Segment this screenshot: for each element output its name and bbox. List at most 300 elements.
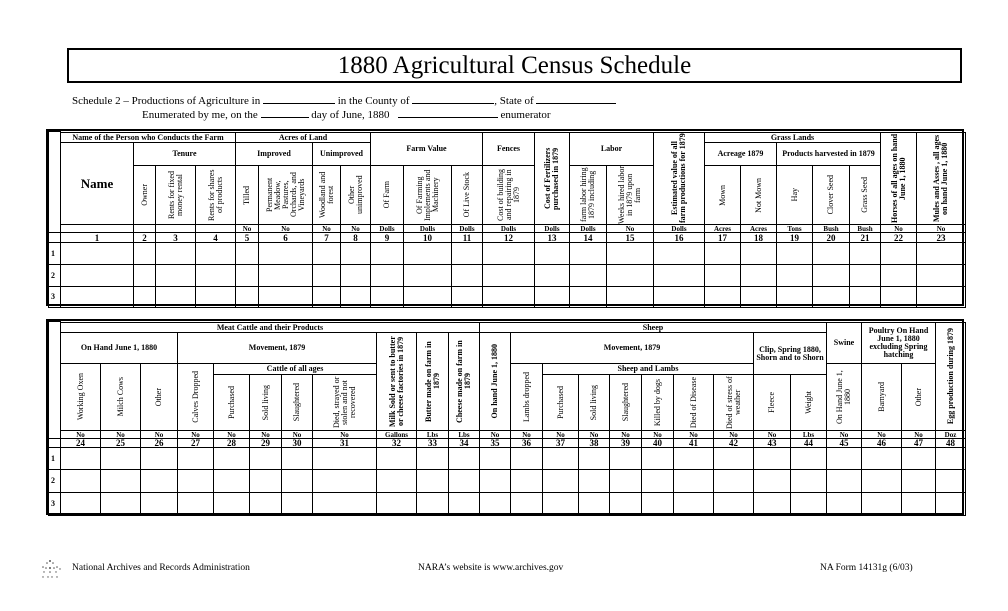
header-horses-of-all-ages-on-hand-june-1-1880 bbox=[880, 132, 917, 225]
header-calves-dropped-label: Calves Dropped bbox=[190, 371, 200, 423]
entry-row-3-col-19[interactable] bbox=[776, 286, 813, 308]
entry-row-1-col-18[interactable] bbox=[740, 242, 777, 265]
entry-row-2-col-1[interactable] bbox=[60, 264, 134, 287]
entry-row-2-col-14[interactable] bbox=[569, 264, 607, 287]
entry-row-2-col-18[interactable] bbox=[740, 264, 777, 287]
header-other-label: Other bbox=[154, 387, 163, 407]
entry-row-2-col-11[interactable] bbox=[451, 264, 483, 287]
unit-col-44: Lbs bbox=[790, 430, 827, 439]
header-grass-seed-label: Grass Seed bbox=[860, 177, 869, 213]
entry-row-3-col-46[interactable] bbox=[861, 492, 902, 516]
column-number-41: 41 bbox=[673, 438, 714, 448]
entry-row-2-col-29[interactable] bbox=[249, 469, 282, 493]
entry-row-2-col-12[interactable] bbox=[482, 264, 535, 287]
column-number-18: 18 bbox=[740, 232, 777, 243]
unit-col-22: No bbox=[880, 224, 917, 233]
enumerator-label: enumerator bbox=[500, 109, 551, 121]
header-improved: Improved bbox=[235, 142, 313, 166]
entry-row-3-col-21[interactable] bbox=[849, 286, 881, 308]
entry-row-1-col-25[interactable] bbox=[100, 447, 141, 470]
header-butter-made-on-farm-in-1879 bbox=[416, 332, 449, 431]
entry-row-1-col-1[interactable] bbox=[60, 242, 134, 265]
header-acres-of-land: Acres of Land bbox=[235, 132, 371, 143]
entry-row-1-col-11[interactable] bbox=[451, 242, 483, 265]
entry-row-1-col-39[interactable] bbox=[609, 447, 642, 470]
header-weeks-hired-labor-in-1879-upon-farm bbox=[606, 165, 654, 225]
header-of-farm bbox=[370, 165, 404, 225]
header-horses-of-all-ages-on-hand-june-1-1880-label: Horses of all ages on hand June 1, 1880 bbox=[889, 133, 907, 224]
header-cheese-made-on-farm-in-1879-label: Cheese made on farm in 1879 bbox=[455, 340, 472, 423]
header-rents-for-shares-of-products-label: Rents for shares of products bbox=[206, 169, 224, 221]
header-other-label: Other bbox=[913, 387, 923, 407]
unit-col-8: No bbox=[340, 224, 371, 233]
entry-row-3-col-24[interactable] bbox=[60, 492, 101, 516]
county-field[interactable] bbox=[412, 92, 494, 104]
header-purchased bbox=[213, 374, 250, 431]
entry-row-1-col-48[interactable] bbox=[935, 447, 966, 470]
entry-row-2-col-47[interactable] bbox=[901, 469, 936, 493]
nara-eagle-logo-icon bbox=[38, 558, 62, 580]
entry-row-2-col-37[interactable] bbox=[542, 469, 579, 493]
header-of-live-stock bbox=[451, 165, 483, 225]
entry-row-1-col-41[interactable] bbox=[673, 447, 714, 470]
entry-row-2-col-19[interactable] bbox=[776, 264, 813, 287]
entry-row-1-col-42[interactable] bbox=[713, 447, 754, 470]
entry-row-1-col-29[interactable] bbox=[249, 447, 282, 470]
entry-row-3-col-25[interactable] bbox=[100, 492, 141, 516]
header-cost-of-building-and-repairing-in-1879-label: Cost of building and repairing in 1879 bbox=[495, 169, 521, 222]
entry-row-3-col-35[interactable] bbox=[479, 492, 511, 516]
unit-col-29: No bbox=[249, 430, 282, 439]
header-slaughtered-label: Slaughtered bbox=[292, 383, 301, 422]
schedule-prefix: Schedule 2 – Productions of Agriculture in bbox=[72, 95, 261, 107]
entry-row-1-col-40[interactable] bbox=[641, 447, 674, 470]
entry-row-1-col-32[interactable] bbox=[376, 447, 417, 470]
header-working-oxen-label: Working Oxen bbox=[75, 373, 85, 421]
entry-row-2-col-36[interactable] bbox=[510, 469, 543, 493]
column-number-28: 28 bbox=[213, 438, 250, 448]
header-cost-of-fertilizers-purchased-in-1879 bbox=[534, 132, 570, 225]
unit-col-30: No bbox=[281, 430, 313, 439]
entry-row-2-col-15[interactable] bbox=[606, 264, 654, 287]
entry-row-3-col-44[interactable] bbox=[790, 492, 827, 516]
unit-col-20: Bush bbox=[812, 224, 850, 233]
entry-row-1-col-24[interactable] bbox=[60, 447, 101, 470]
entry-row-2-col-34[interactable] bbox=[448, 469, 480, 493]
header-weeks-hired-labor-in-1879-upon-farm-label: Weeks hired labor in 1879 upon farm bbox=[617, 166, 642, 224]
entry-row-1-col-47[interactable] bbox=[901, 447, 936, 470]
column-number-3: 3 bbox=[155, 232, 196, 243]
entry-row-3-col-5[interactable] bbox=[235, 286, 259, 308]
row-number: 2 bbox=[48, 469, 61, 493]
header-died-of-disease-label: Died of Disease bbox=[688, 376, 698, 429]
entry-row-3-col-42[interactable] bbox=[713, 492, 754, 516]
entry-row-3-col-38[interactable] bbox=[578, 492, 610, 516]
header-movement-1879: Movement, 1879 bbox=[510, 332, 754, 364]
unit-col-31: No bbox=[312, 430, 377, 439]
header-acreage-1879: Acreage 1879 bbox=[704, 142, 777, 166]
entry-row-2-col-4[interactable] bbox=[195, 264, 236, 287]
entry-row-3-col-16[interactable] bbox=[653, 286, 705, 308]
entry-row-1-col-17[interactable] bbox=[704, 242, 741, 265]
entry-row-2-col-2[interactable] bbox=[133, 264, 156, 287]
place-field[interactable] bbox=[263, 92, 335, 104]
column-number-16: 16 bbox=[653, 232, 705, 243]
header-butter-made-on-farm-in-1879-label: Butter made on farm in 1879 bbox=[423, 341, 441, 422]
entry-row-2-col-21[interactable] bbox=[849, 264, 881, 287]
entry-row-3-col-40[interactable] bbox=[641, 492, 674, 516]
unit-col-34: Lbs bbox=[448, 430, 480, 439]
entry-row-1-col-28[interactable] bbox=[213, 447, 250, 470]
entry-row-2-col-48[interactable] bbox=[935, 469, 966, 493]
unit-col-24: No bbox=[60, 430, 101, 439]
entry-row-3-col-27[interactable] bbox=[177, 492, 214, 516]
header-grass-lands: Grass Lands bbox=[704, 132, 881, 143]
entry-row-2-col-3[interactable] bbox=[155, 264, 196, 287]
entry-row-1-col-22[interactable] bbox=[880, 242, 917, 265]
entry-row-2-col-41[interactable] bbox=[673, 469, 714, 493]
column-number-25: 25 bbox=[100, 438, 141, 448]
column-number-27: 27 bbox=[177, 438, 214, 448]
header-milch-cows-label: Milch Cows bbox=[115, 377, 125, 417]
column-number-31: 31 bbox=[312, 438, 377, 448]
header-died-of-stress-of-weather bbox=[713, 374, 754, 431]
entry-row-3-col-4[interactable] bbox=[195, 286, 236, 308]
header-other bbox=[140, 363, 178, 431]
entry-row-2-col-23[interactable] bbox=[916, 264, 966, 287]
header-purchased-label: Purchased bbox=[226, 386, 236, 419]
header-milch-cows bbox=[100, 363, 141, 431]
header-on-hand-june-1-1880 bbox=[826, 363, 862, 431]
entry-row-1-col-27[interactable] bbox=[177, 447, 214, 470]
header-mown bbox=[704, 165, 741, 225]
unit-col-27: No bbox=[177, 430, 214, 439]
header-not-mown-label: Not Mown bbox=[753, 177, 763, 213]
entry-row-2-col-22[interactable] bbox=[880, 264, 917, 287]
unit-col-36: No bbox=[510, 430, 543, 439]
header-other-unimproved-label: Other unimproved bbox=[346, 175, 364, 215]
column-number-48: 48 bbox=[935, 438, 966, 448]
entry-row-2-col-6[interactable] bbox=[258, 264, 313, 287]
header-calves-dropped bbox=[177, 363, 214, 431]
header-milk-sold-or-sent-to-butter-or-cheese-fa bbox=[376, 332, 417, 431]
entry-row-3-col-18[interactable] bbox=[740, 286, 777, 308]
entry-row-2-col-38[interactable] bbox=[578, 469, 610, 493]
unit-col-39: No bbox=[609, 430, 642, 439]
entry-row-3-col-2[interactable] bbox=[133, 286, 156, 308]
entry-row-2-col-5[interactable] bbox=[235, 264, 259, 287]
header-egg-production-during-1879-label: Egg production during 1879 bbox=[945, 328, 955, 425]
header-tilled-label: Tilled bbox=[242, 185, 251, 205]
column-number-21: 21 bbox=[849, 232, 881, 243]
header-cheese-made-on-farm-in-1879 bbox=[448, 332, 480, 431]
entry-row-2-col-45[interactable] bbox=[826, 469, 862, 493]
header-on-hand-june-1-1880-label: On Hand June 1, 1880 bbox=[835, 370, 852, 424]
entry-row-3-col-28[interactable] bbox=[213, 492, 250, 516]
header-cost-of-building-and-repairing-in-1879 bbox=[482, 165, 535, 225]
entry-row-2-col-9[interactable] bbox=[370, 264, 404, 287]
header-weight bbox=[790, 374, 827, 431]
entry-row-2-col-8[interactable] bbox=[340, 264, 371, 287]
column-number-40: 40 bbox=[641, 438, 674, 448]
entry-row-2-col-27[interactable] bbox=[177, 469, 214, 493]
entry-row-3-col-30[interactable] bbox=[281, 492, 313, 516]
header-clover-seed-label: Clover Seed bbox=[826, 175, 835, 215]
header-mown-label: Mown bbox=[717, 184, 727, 206]
entry-row-1-col-13[interactable] bbox=[534, 242, 570, 265]
column-number-44: 44 bbox=[790, 438, 827, 448]
column-number-19: 19 bbox=[776, 232, 813, 243]
header-unimproved: Unimproved bbox=[312, 142, 371, 166]
entry-row-2-col-43[interactable] bbox=[753, 469, 791, 493]
unit-col-40: No bbox=[641, 430, 674, 439]
header-movement-1879: Movement, 1879 bbox=[177, 332, 377, 364]
entry-row-1-col-12[interactable] bbox=[482, 242, 535, 265]
header-swine: Swine bbox=[826, 322, 862, 364]
entry-row-3-col-12[interactable] bbox=[482, 286, 535, 308]
header-on-hand-june-1-1880 bbox=[479, 332, 511, 431]
entry-row-2-col-44[interactable] bbox=[790, 469, 827, 493]
unit-col-13: Dolls bbox=[534, 224, 570, 233]
entry-row-3-col-23[interactable] bbox=[916, 286, 966, 308]
entry-row-1-col-23[interactable] bbox=[916, 242, 966, 265]
column-number-1: 1 bbox=[60, 232, 134, 243]
header-cattle-of-all-ages: Cattle of all ages bbox=[213, 363, 377, 375]
column-number-32: 32 bbox=[376, 438, 417, 448]
column-number-37: 37 bbox=[542, 438, 579, 448]
entry-row-3-col-45[interactable] bbox=[826, 492, 862, 516]
column-number-29: 29 bbox=[249, 438, 282, 448]
unit-col-18: Acres bbox=[740, 224, 777, 233]
column-number-30: 30 bbox=[281, 438, 313, 448]
entry-row-1-col-43[interactable] bbox=[753, 447, 791, 470]
entry-row-1-col-44[interactable] bbox=[790, 447, 827, 470]
header-sold-living-label: Sold living bbox=[260, 384, 270, 421]
entry-row-2-col-24[interactable] bbox=[60, 469, 101, 493]
entry-row-3-col-34[interactable] bbox=[448, 492, 480, 516]
entry-row-2-col-30[interactable] bbox=[281, 469, 313, 493]
entry-row-3-col-48[interactable] bbox=[935, 492, 966, 516]
column-number-5: 5 bbox=[235, 232, 259, 243]
entry-row-2-col-46[interactable] bbox=[861, 469, 902, 493]
entry-row-1-col-16[interactable] bbox=[653, 242, 705, 265]
entry-row-1-col-19[interactable] bbox=[776, 242, 813, 265]
enumerator-field[interactable] bbox=[398, 106, 498, 118]
entry-row-2-col-17[interactable] bbox=[704, 264, 741, 287]
entry-row-2-col-32[interactable] bbox=[376, 469, 417, 493]
header-slaughtered bbox=[609, 374, 642, 431]
day-label: day of June, 1880 bbox=[311, 109, 390, 121]
entry-row-1-col-33[interactable] bbox=[416, 447, 449, 470]
entry-row-3-col-26[interactable] bbox=[140, 492, 178, 516]
entry-row-3-col-32[interactable] bbox=[376, 492, 417, 516]
entry-row-2-col-25[interactable] bbox=[100, 469, 141, 493]
header-sold-living bbox=[578, 374, 610, 431]
column-number-13: 13 bbox=[534, 232, 570, 243]
column-number-24: 24 bbox=[60, 438, 101, 448]
unit-col-7: No bbox=[312, 224, 341, 233]
entry-row-1-col-26[interactable] bbox=[140, 447, 178, 470]
entry-row-3-col-14[interactable] bbox=[569, 286, 607, 308]
column-number-38: 38 bbox=[578, 438, 610, 448]
entry-row-1-col-38[interactable] bbox=[578, 447, 610, 470]
header-woodland-and-forest-label: Woodland and forest bbox=[317, 171, 335, 219]
entry-row-3-col-33[interactable] bbox=[416, 492, 449, 516]
entry-row-2-col-42[interactable] bbox=[713, 469, 754, 493]
entry-row-1-col-21[interactable] bbox=[849, 242, 881, 265]
header-fleece bbox=[753, 374, 791, 431]
entry-row-3-col-1[interactable] bbox=[60, 286, 134, 308]
entry-row-2-col-35[interactable] bbox=[479, 469, 511, 493]
entry-row-2-col-26[interactable] bbox=[140, 469, 178, 493]
entry-row-2-col-16[interactable] bbox=[653, 264, 705, 287]
entry-row-1-col-35[interactable] bbox=[479, 447, 511, 470]
header-name: Name bbox=[60, 142, 134, 225]
column-number-10: 10 bbox=[403, 232, 452, 243]
entry-row-1-col-3[interactable] bbox=[155, 242, 196, 265]
entry-row-2-col-10[interactable] bbox=[403, 264, 452, 287]
entry-row-1-col-2[interactable] bbox=[133, 242, 156, 265]
entry-row-3-col-39[interactable] bbox=[609, 492, 642, 516]
entry-row-2-col-39[interactable] bbox=[609, 469, 642, 493]
header-clover-seed bbox=[812, 165, 850, 225]
entry-row-1-col-6[interactable] bbox=[258, 242, 313, 265]
unit-col-26: No bbox=[140, 430, 178, 439]
unit-col-28: No bbox=[213, 430, 250, 439]
entry-row-1-col-46[interactable] bbox=[861, 447, 902, 470]
entry-row-3-col-41[interactable] bbox=[673, 492, 714, 516]
entry-row-1-col-20[interactable] bbox=[812, 242, 850, 265]
column-number-36: 36 bbox=[510, 438, 543, 448]
header-died-of-disease bbox=[673, 374, 714, 431]
header-poultry-on-hand-june-1-1880-excluding-sp: Poultry On Hand June 1, 1880 excluding Spring hatching bbox=[861, 322, 936, 364]
unit-col-14: Dolls bbox=[569, 224, 607, 233]
header-mules-and-asses-all-ages-on-hand-june-1--label: Mules and Asses , all ages on hand June 1, 1880 bbox=[932, 134, 949, 223]
entry-row-2-col-7[interactable] bbox=[312, 264, 341, 287]
column-number-26: 26 bbox=[140, 438, 178, 448]
unit-col-9: Dolls bbox=[370, 224, 404, 233]
column-number-15: 15 bbox=[606, 232, 654, 243]
header-meat-cattle-and-their-products: Meat Cattle and their Products bbox=[60, 322, 480, 333]
unit-col-46: No bbox=[861, 430, 902, 439]
entry-row-2-col-33[interactable] bbox=[416, 469, 449, 493]
entry-row-3-col-9[interactable] bbox=[370, 286, 404, 308]
header-barnyard bbox=[861, 363, 902, 431]
column-number-8: 8 bbox=[340, 232, 371, 243]
entry-row-3-col-47[interactable] bbox=[901, 492, 936, 516]
entry-row-3-col-10[interactable] bbox=[403, 286, 452, 308]
header-other bbox=[901, 363, 936, 431]
unit-col-5: No bbox=[235, 224, 259, 233]
column-number-43: 43 bbox=[753, 438, 791, 448]
column-number-35: 35 bbox=[479, 438, 511, 448]
entry-row-2-col-31[interactable] bbox=[312, 469, 377, 493]
entry-row-3-col-22[interactable] bbox=[880, 286, 917, 308]
entry-row-1-col-9[interactable] bbox=[370, 242, 404, 265]
entry-row-3-col-3[interactable] bbox=[155, 286, 196, 308]
unit-col-37: No bbox=[542, 430, 579, 439]
unit-col-43: No bbox=[753, 430, 791, 439]
entry-row-3-col-13[interactable] bbox=[534, 286, 570, 308]
entry-row-3-col-37[interactable] bbox=[542, 492, 579, 516]
entry-row-1-col-36[interactable] bbox=[510, 447, 543, 470]
header-of-farming-implements-and-machinery-label: Of Farming Implements and Machinery bbox=[414, 169, 440, 221]
header-purchased bbox=[542, 374, 579, 431]
header-grass-seed bbox=[849, 165, 881, 225]
entry-row-3-col-8[interactable] bbox=[340, 286, 371, 308]
entry-row-1-col-31[interactable] bbox=[312, 447, 377, 470]
header-hay-label: Hay bbox=[789, 188, 799, 202]
entry-row-1-col-15[interactable] bbox=[606, 242, 654, 265]
entry-row-1-col-5[interactable] bbox=[235, 242, 259, 265]
entry-row-3-col-11[interactable] bbox=[451, 286, 483, 308]
entry-row-3-col-6[interactable] bbox=[258, 286, 313, 308]
entry-row-2-col-20[interactable] bbox=[812, 264, 850, 287]
header-rents-for-shares-of-products bbox=[195, 165, 236, 225]
row-number: 2 bbox=[48, 264, 61, 287]
entry-row-1-col-7[interactable] bbox=[312, 242, 341, 265]
header-other-unimproved bbox=[340, 165, 371, 225]
state-field[interactable] bbox=[536, 92, 616, 104]
row-number: 3 bbox=[48, 286, 61, 308]
row-number: 1 bbox=[48, 447, 61, 470]
header-working-oxen bbox=[60, 363, 101, 431]
enumerated-label: Enumerated by me, on the bbox=[142, 109, 258, 121]
column-number-47: 47 bbox=[901, 438, 936, 448]
entry-row-1-col-4[interactable] bbox=[195, 242, 236, 265]
header-sheep-and-lambs: Sheep and Lambs bbox=[542, 363, 754, 375]
unit-col-42: No bbox=[713, 430, 754, 439]
entry-row-1-col-34[interactable] bbox=[448, 447, 480, 470]
entry-row-3-col-20[interactable] bbox=[812, 286, 850, 308]
entry-row-1-col-8[interactable] bbox=[340, 242, 371, 265]
header-estimated-value-of-all-farm-productions- bbox=[653, 132, 705, 225]
footer-org: National Archives and Records Administration bbox=[72, 563, 250, 573]
entry-row-1-col-14[interactable] bbox=[569, 242, 607, 265]
entry-row-3-col-7[interactable] bbox=[312, 286, 341, 308]
unit-col-16: Dolls bbox=[653, 224, 705, 233]
column-number-6: 6 bbox=[258, 232, 313, 243]
header-labor: Labor bbox=[569, 132, 654, 166]
header-of-live-stock-label: Of Live Stock bbox=[462, 172, 471, 218]
entry-row-3-col-43[interactable] bbox=[753, 492, 791, 516]
entry-row-1-col-37[interactable] bbox=[542, 447, 579, 470]
entry-row-3-col-17[interactable] bbox=[704, 286, 741, 308]
column-number-9: 9 bbox=[370, 232, 404, 243]
entry-row-1-col-45[interactable] bbox=[826, 447, 862, 470]
column-number-11: 11 bbox=[451, 232, 483, 243]
entry-row-1-col-30[interactable] bbox=[281, 447, 313, 470]
header-fences: Fences bbox=[482, 132, 535, 166]
column-number-34: 34 bbox=[448, 438, 480, 448]
unit-col-35: No bbox=[479, 430, 511, 439]
header-slaughtered-label: Slaughtered bbox=[620, 383, 630, 422]
entry-row-3-col-15[interactable] bbox=[606, 286, 654, 308]
entry-row-1-col-10[interactable] bbox=[403, 242, 452, 265]
unit-col-19: Tons bbox=[776, 224, 813, 233]
header-on-hand-june-1-1880-label: On hand June 1, 1880 bbox=[490, 344, 499, 419]
entry-row-3-col-36[interactable] bbox=[510, 492, 543, 516]
entry-row-2-col-28[interactable] bbox=[213, 469, 250, 493]
entry-row-3-col-31[interactable] bbox=[312, 492, 377, 516]
row-number: 3 bbox=[48, 492, 61, 516]
column-number-42: 42 bbox=[713, 438, 754, 448]
schedule-line-2 bbox=[142, 106, 551, 122]
entry-row-2-col-13[interactable] bbox=[534, 264, 570, 287]
entry-row-2-col-40[interactable] bbox=[641, 469, 674, 493]
entry-row-3-col-29[interactable] bbox=[249, 492, 282, 516]
day-field[interactable] bbox=[261, 106, 309, 118]
